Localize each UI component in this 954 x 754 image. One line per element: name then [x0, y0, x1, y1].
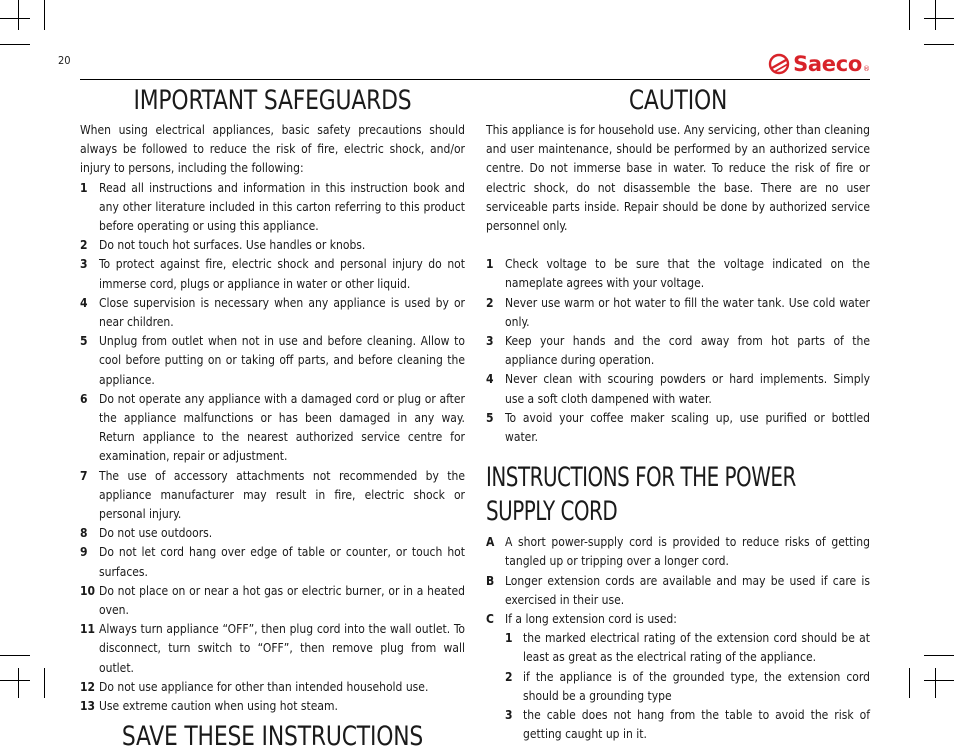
list-item	[486, 572, 870, 610]
item-number: 2	[505, 669, 513, 684]
item-text: If a long extension cord is used:	[505, 612, 677, 627]
list-item	[80, 179, 465, 237]
crop-mark	[18, 0, 19, 30]
list-item	[486, 533, 870, 571]
brand-logo	[768, 53, 870, 75]
page-number: 20	[58, 54, 71, 67]
header-rule	[80, 79, 870, 80]
list-item	[486, 370, 870, 408]
item-text: Use extreme caution when using hot steam.	[99, 699, 338, 714]
item-text: Never clean with scouring powders or hard implements. Simply use a soft cloth dampened with water.	[505, 372, 870, 406]
safeguards-intro: When using electrical appliances, basic safety precautions should always be followed to reduce the risk of fire, electric shock, and/or injury to persons, including the following:	[80, 123, 465, 176]
list-item	[80, 620, 465, 678]
crop-mark	[935, 668, 936, 698]
crop-mark	[44, 0, 45, 30]
save-instructions-title: SAVE THESE INSTRUCTIONS	[121, 721, 424, 753]
crop-mark	[0, 18, 30, 19]
brand-name: Saeco	[793, 51, 862, 76]
item-number: 5	[80, 334, 88, 349]
item-number: 1	[80, 180, 88, 195]
list-item	[486, 610, 870, 629]
item-text: Close supervision is necessary when any appliance is used by or near children.	[99, 295, 465, 330]
saeco-logo-icon	[768, 53, 790, 75]
list-item	[80, 255, 465, 293]
item-number: 4	[80, 295, 88, 310]
sub-list-item	[486, 629, 870, 667]
crop-mark	[924, 655, 954, 656]
crop-mark	[0, 680, 30, 681]
list-item	[80, 678, 465, 697]
item-number: 4	[486, 372, 494, 387]
item-text: A short power-supply cord is provided to reduce risks of getting tangled up or tripping over a longer cord.	[505, 535, 870, 569]
item-text: Do not touch hot surfaces. Use handles or knobs.	[99, 238, 366, 253]
list-item	[486, 332, 870, 370]
list-item	[80, 332, 465, 390]
item-text: Do not use appliance for other than intended household use.	[99, 679, 429, 694]
list-item	[486, 294, 870, 332]
crop-mark	[924, 18, 954, 19]
item-number: 10	[80, 583, 96, 598]
crop-mark	[909, 668, 910, 698]
item-number: 9	[80, 545, 88, 560]
list-item	[80, 467, 465, 525]
list-item	[80, 294, 465, 332]
crop-mark	[0, 44, 30, 45]
item-text: To protect against fire, electric shock and personal injury do not immerse cord, plugs or appliance in water or other liquid.	[99, 257, 465, 291]
crop-mark	[935, 0, 936, 30]
item-number: 6	[80, 391, 88, 406]
item-number: 8	[80, 526, 88, 541]
item-text: The use of accessory attachments not recommended by the appliance manufacturer may result in fire, electric shock or personal injury.	[99, 468, 465, 522]
item-number: 2	[80, 238, 88, 253]
list-item	[80, 697, 465, 716]
list-item	[486, 255, 870, 293]
caution-title: CAUTION	[628, 85, 728, 116]
item-text: if the appliance is of the grounded type, the extension cord should be a grounding type	[523, 669, 870, 703]
left-column	[80, 84, 465, 754]
crop-mark	[924, 680, 954, 681]
brand-reg: ®	[863, 65, 870, 73]
item-number: 5	[486, 410, 494, 425]
item-text: Longer extension cords are available and may be used if care is exercised in their use.	[505, 573, 870, 607]
item-number: 1	[486, 257, 494, 272]
power-cord-title: INSTRUCTIONS FOR THE POWER SUPPLY CORD	[486, 462, 796, 528]
list-item	[80, 524, 465, 543]
item-text: the cable does not hang from the table to avoid the risk of getting caught up in it.	[523, 708, 870, 742]
list-item	[80, 543, 465, 581]
item-letter: A	[486, 535, 495, 550]
crop-mark	[18, 668, 19, 698]
sub-list-item	[486, 668, 870, 706]
item-text: Do not let cord hang over edge of table or counter, or touch hot surfaces.	[99, 545, 465, 579]
item-letter: C	[486, 612, 494, 627]
item-text: To avoid your coffee maker scaling up, use purified or bottled water.	[505, 410, 870, 445]
item-text: Do not place on or near a hot gas or electric burner, or in a heated oven.	[99, 583, 465, 618]
item-number: 11	[80, 622, 96, 637]
spacer	[486, 236, 870, 255]
item-text: the marked electrical rating of the extension cord should be at least as great as the electrical rating of the appliance.	[523, 631, 870, 665]
safeguards-list	[80, 179, 465, 717]
caution-intro: This appliance is for household use. Any servicing, other than cleaning and user maintenance, should be performed by an authorized service centre. Do not immerse base in water. To reduce the risk of fire or electric shock, do not disassemble the base. There are no user serviceable parts inside. Repair should be done by authorized service personnel only.	[486, 123, 870, 234]
crop-mark	[0, 655, 30, 656]
safeguards-title: IMPORTANT SAFEGUARDS	[133, 85, 412, 116]
list-item	[486, 409, 870, 447]
list-item	[80, 236, 465, 255]
right-column	[486, 84, 870, 744]
item-number: 12	[80, 679, 96, 694]
list-item	[80, 582, 465, 620]
item-number: 3	[486, 334, 494, 349]
item-text: Unplug from outlet when not in use and before cleaning. Allow to cool before putting on or taking off parts, and before cleaning the appliance.	[99, 334, 465, 387]
item-number: 1	[505, 631, 513, 646]
item-text: Do not use outdoors.	[99, 526, 213, 541]
item-text: Keep your hands and the cord away from hot parts of the appliance during operation.	[505, 334, 870, 368]
item-text: Never use warm or hot water to fill the water tank. Use cold water only.	[505, 295, 870, 329]
item-number: 2	[486, 295, 494, 310]
sub-list-item	[486, 706, 870, 744]
item-text: Read all instructions and information in this instruction book and any other literature included in this carton referring to this product before operating or using this appliance.	[99, 180, 465, 234]
caution-list	[486, 255, 870, 447]
list-item	[80, 390, 465, 467]
crop-mark	[924, 44, 954, 45]
crop-mark	[909, 0, 910, 30]
item-text: Do not operate any appliance with a damaged cord or plug or after the appliance malfunctions or has been damaged in any way. Return appliance to the nearest authorized service centre for examination, repair or adjustment.	[99, 391, 465, 464]
item-letter: B	[486, 573, 495, 588]
item-number: 7	[80, 468, 88, 483]
item-text: Check voltage to be sure that the voltage indicated on the nameplate agrees with your voltage.	[505, 257, 870, 291]
item-text: Always turn appliance “OFF”, then plug cord into the wall outlet. To disconnect, turn switch to “OFF”, then remove plug from wall outlet.	[99, 622, 465, 675]
power-cord-list	[486, 533, 870, 744]
item-number: 3	[505, 708, 513, 723]
item-number: 13	[80, 699, 96, 714]
item-number: 3	[80, 257, 88, 272]
crop-mark	[44, 668, 45, 698]
